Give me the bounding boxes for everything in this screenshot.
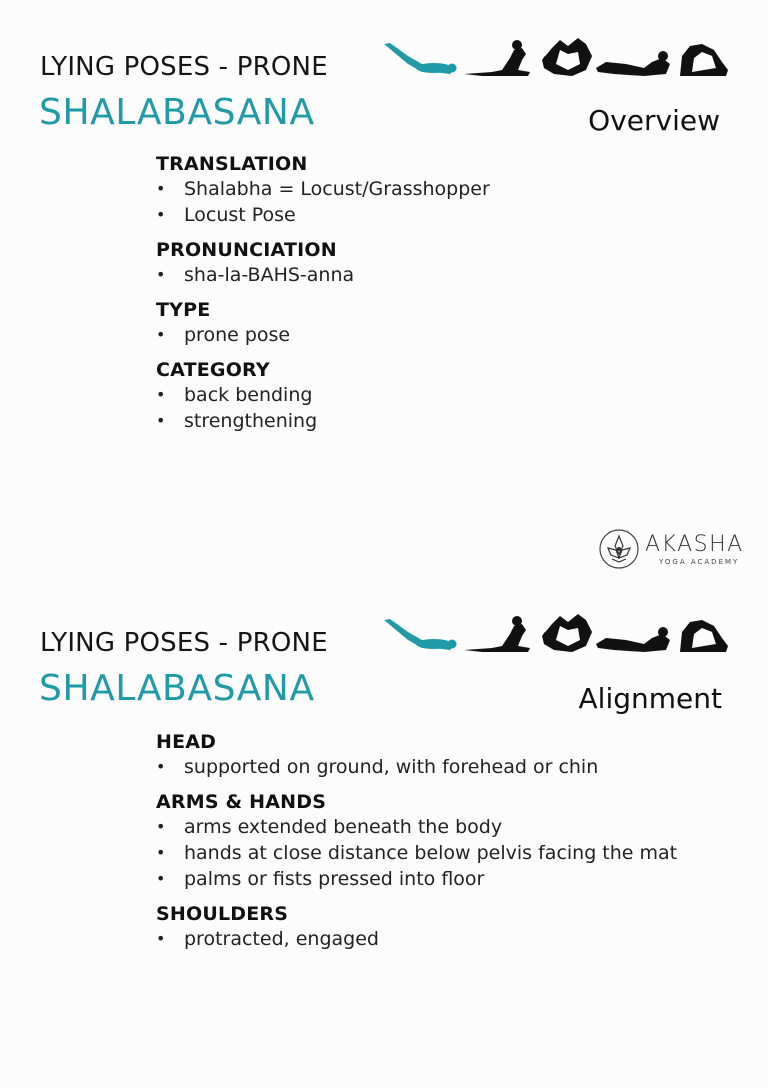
group-heading: SHOULDERS (156, 903, 289, 925)
pronunciation-group (156, 238, 756, 288)
overview-slide (0, 0, 768, 512)
arms-hands-group (156, 790, 756, 892)
shoulders-group (156, 902, 756, 952)
translation-group (156, 152, 756, 228)
list-item: • supported on ground, with forehead or chin (156, 756, 599, 778)
prone-pose-figures-illustration (382, 34, 734, 84)
cobra-pose-figure (464, 616, 530, 652)
sphinx-pose-figure (596, 627, 670, 652)
child-pose-figure (680, 44, 728, 76)
category-group (156, 358, 756, 434)
list-item: • hands at close distance below pelvis facing the mat (156, 842, 678, 864)
list-item: • strengthening (156, 410, 318, 432)
locust-pose-figure (384, 43, 457, 74)
list-item: • protracted, engaged (156, 928, 379, 950)
child-pose-figure (680, 620, 728, 652)
list-item: • palms or fists pressed into floor (156, 868, 485, 890)
section-title: Alignment (578, 682, 722, 715)
list-item: • Locust Pose (156, 204, 296, 226)
pose-name: SHALABASANA (39, 668, 315, 709)
group-heading: CATEGORY (156, 359, 270, 381)
logo-brand: AKASHA (645, 532, 744, 557)
bow-pose-figure (542, 614, 592, 652)
lotus-mandala-icon (598, 528, 640, 570)
pose-category: LYING POSES - PRONE (40, 52, 328, 82)
list-item: • prone pose (156, 324, 291, 346)
akasha-logo (598, 528, 754, 572)
prone-pose-figures-illustration (382, 610, 734, 660)
section-title: Overview (588, 104, 720, 137)
group-heading: ARMS & HANDS (156, 791, 327, 813)
locust-pose-figure (384, 619, 457, 650)
type-group (156, 298, 756, 348)
list-item: • back bending (156, 384, 313, 406)
sphinx-pose-figure (596, 51, 670, 76)
group-heading: PRONUNCIATION (156, 239, 337, 261)
list-item: • Shalabha = Locust/Grasshopper (156, 178, 490, 200)
overview-content (156, 152, 756, 444)
list-item: • arms extended beneath the body (156, 816, 503, 838)
cobra-pose-figure (464, 40, 530, 76)
list-item: • sha-la-BAHS-anna (156, 264, 355, 286)
group-heading: HEAD (156, 731, 217, 753)
bow-pose-figure (542, 38, 592, 76)
head-group (156, 730, 756, 780)
logo-subtitle: YOGA ACADEMY (659, 558, 740, 566)
alignment-slide (0, 576, 768, 1088)
alignment-content (156, 730, 756, 962)
group-heading: TYPE (156, 299, 211, 321)
pose-category: LYING POSES - PRONE (40, 628, 328, 658)
group-heading: TRANSLATION (156, 153, 308, 175)
pose-name: SHALABASANA (39, 92, 315, 133)
